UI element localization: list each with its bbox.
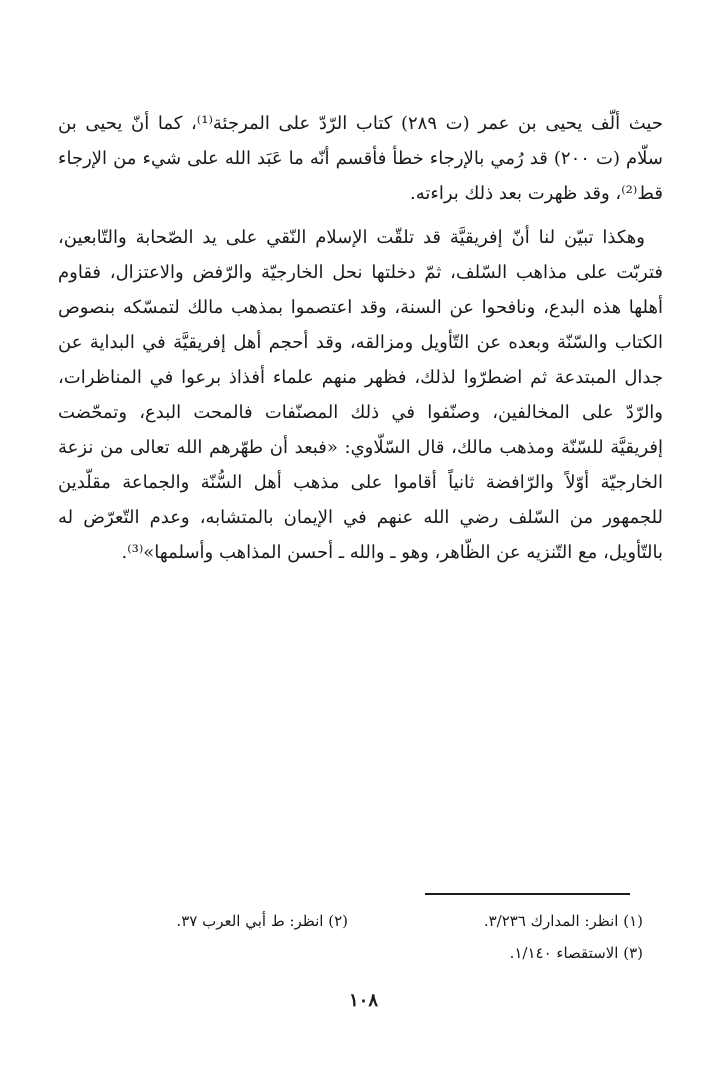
footnote-separator xyxy=(425,893,630,895)
paragraph-1: حيث ألّف يحيى بن عمر (ت ٢٨٩) كتاب الرّدّ على المرجئة⁽¹⁾، كما أنّ يحيى بن سلّام (ت ٢٠٠) قد رُمي بالإرجاء خطأ فأقسم أنّه ما عَبَد الله على شيء من الإرجاء قط⁽²⁾، وقد ظهرت بعد ذلك براءته. xyxy=(58,113,663,204)
page-number: ١٠٨ xyxy=(348,990,378,1011)
main-text xyxy=(58,106,663,570)
footnotes xyxy=(58,905,643,975)
footnote-2: (٢) انظر: ط أبي العرب ٣٧. xyxy=(176,912,348,930)
footnote-3: (٣) الاستقصاء ١/١٤٠. xyxy=(509,944,643,962)
footnote-1: (١) انظر: المدارك ٣/٢٣٦. xyxy=(483,912,643,930)
paragraph-2: وهكذا تبيّن لنا أنّ إفريقيَّة قد تلقّت الإسلام النّقي على يد الصّحابة والتّابعين، فتربّت على مذاهب السّلف، ثمّ دخلتها نحل الخارجيّة والرّفض والاعتزال، فقاوم أهلها هذه البدع، ونافحوا عن السنة، وقد اعتصموا بمذهب مالك لتمسّكه بنصوص الكتاب والسّنّة وبعده عن التّأويل ومزالقه، وقد أحجم أهل إفريقيَّة في البداية عن جدال المبتدعة ثم اضطرّوا لذلك، فظهر منهم علماء أفذاذ برعوا في المناظرات، والرّدّ على المخالفين، وصنّفوا في ذلك المصنّفات فالمحت البدع، وتمحّضت إفريقيَّة للسّنّة ومذهب مالك، قال السّلّاوي: «فبعد أن طهّرهم الله تعالى من نزعة الخارجيّة أوّلاً والرّافضة ثانياً أقاموا على مذهب أهل السُّنّة والجماعة مقلّدين للجمهور من السّلف رضي الله عنهم في الإيمان بالمتشابه، وعدم التّعرّض له بالتّأويل، مع التّنزيه عن الظّاهر، وهو ـ والله ـ أحسن المذاهب وأسلمها»⁽³⁾. xyxy=(58,227,664,563)
